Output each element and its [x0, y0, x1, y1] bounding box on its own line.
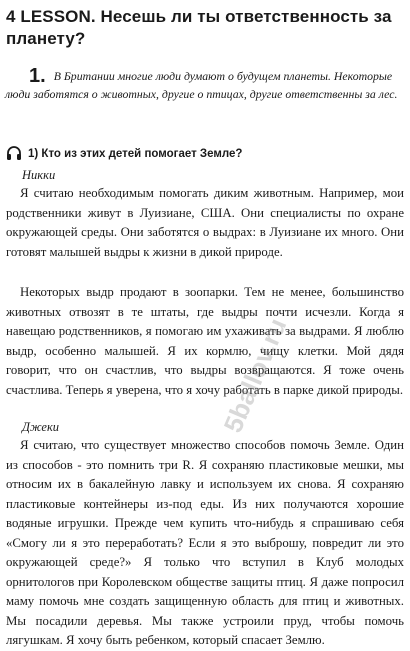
exercise-number: 1.	[29, 65, 46, 87]
nikki-paragraph-1: Я считаю необходимым помогать диким животным. Например, мои родственники живут в Луизиане, США. Они специалисты по охране окружающей среды. Они заботятся о выдрах: в Луизиане их много. Они готовят малышей выдры к жизни в дикой природе.	[6, 186, 404, 259]
jackie-paragraph-1: Я считаю, что существует множество способов помочь Земле. Один из способов - это помнить три R. Я сохраняю пластиковые мешки, мы относим их в бакалейную лавку и используем их снова. Я сохраняю пластиковые контейнеры из-под еды. Из них получаются хорошие водяные игрушки. Прежде чем купить что-нибудь я спрашиваю себя «Смогу ли я это переработать? Если я это выброшу, повредит ли это окружающей среде?» Я только что вступил в Клуб молодых орнитологов при Королевском обществе защиты птиц. Я даже попросил маму помочь мне создать защищенную область для птиц и животных. Мы посадили деревья. Мы также устроили пруд, чтобы помочь лягушкам. Я хочу быть ребенком, который спасает Землю.	[6, 438, 404, 647]
speaker-name-nikki: Никки	[22, 168, 56, 182]
exercise-intro	[5, 65, 405, 103]
headphones-icon	[6, 146, 22, 161]
listening-task	[6, 146, 402, 161]
nikki-paragraph-2: Некоторых выдр продают в зоопарки. Тем не менее, большинство животных отвозят в те штаты, где выдры почти исчезли. Когда я навещаю родственников, я помогаю им ухаживать за выдрами. Я люблю выдр, особенно малышей. Я их кормлю, чищу клетки. Мой дядя говорит, что он счастлив, что выдры возвращаются. Я тоже очень счастлива. Теперь я уверена, что я хочу работать в парке дикой природы.	[6, 285, 404, 397]
task-label: 1) Кто из этих детей помогает Земле?	[28, 147, 243, 160]
site-watermark: 5ballov.ru	[217, 313, 293, 437]
exercise-text: В Британии многие люди думают о будущем планеты. Некоторые люди заботятся о животных, другие о птицах, другие ответственны за лес.	[5, 69, 398, 101]
lesson-title: 4 LESSON. Несешь ли ты ответственность за планету?	[6, 7, 392, 48]
speaker-name-jackie: Джеки	[22, 420, 60, 434]
